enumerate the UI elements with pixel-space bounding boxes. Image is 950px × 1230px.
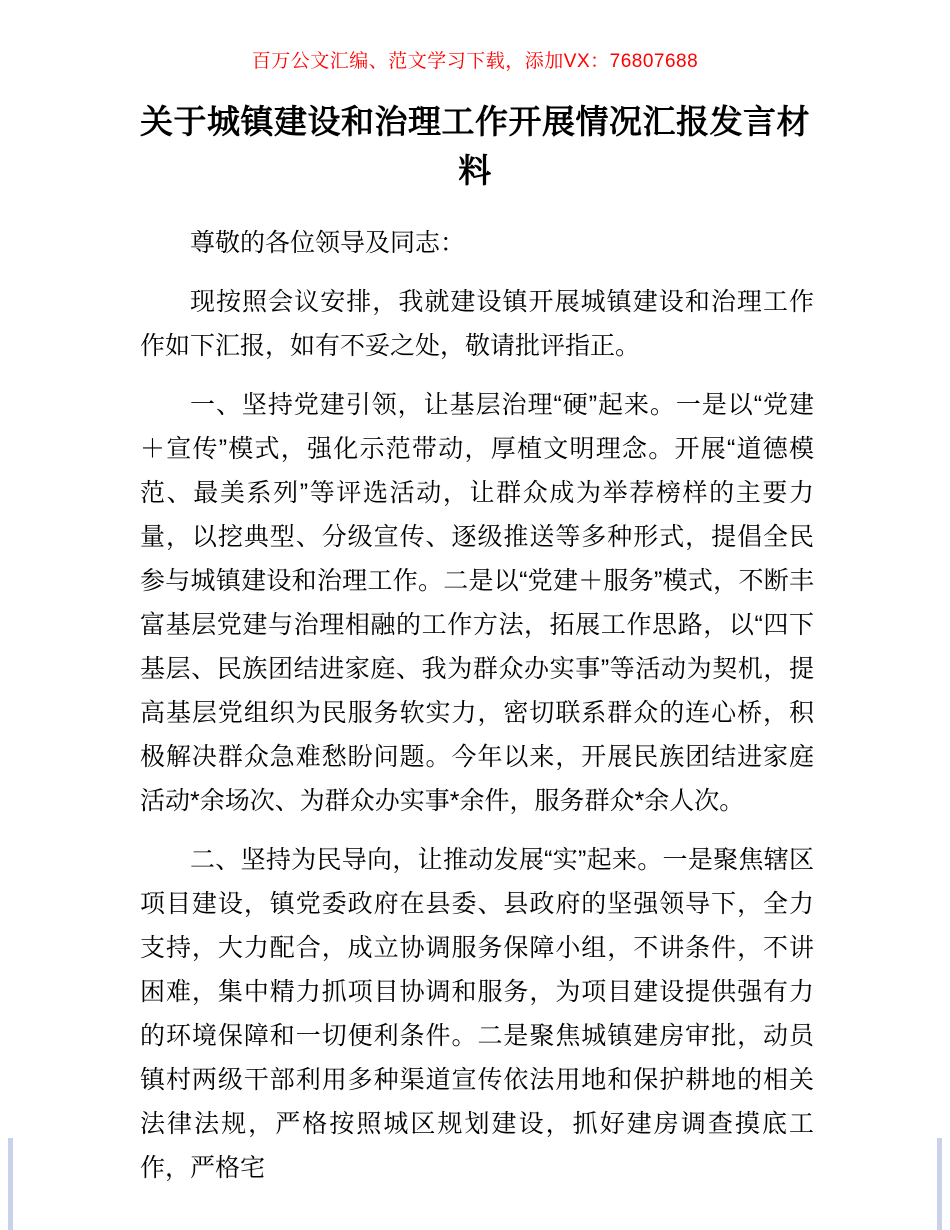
document-body	[0, 221, 950, 1190]
page-edge-right	[937, 1138, 942, 1230]
paragraph-section-1: 一、坚持党建引领，让基层治理“硬”起来。一是以“党建＋宣传”模式，强化示范带动，厚植文明理念。开展“道德模范、最美系列”等评选活动，让群众成为举荐榜样的主要力量，以挖典型、分级宣传、逐级推送等多种形式，提倡全民参与城镇建设和治理工作。二是以“党建＋服务”模式，不断丰富基层党建与治理相融的工作方法，拓展工作思路，以“四下基层、民族团结进家庭、我为群众办实事”等活动为契机，提高基层党组织为民服务软实力，密切联系群众的连心桥，积极解决群众急难愁盼问题。今年以来，开展民族团结进家庭活动*余场次、为群众办实事*余件，服务群众*余人次。	[140, 391, 814, 815]
paragraph-salutation: 尊敬的各位领导及同志：	[190, 229, 466, 257]
page-edge-left	[8, 1138, 13, 1230]
paragraph-intro: 现按照会议安排，我就建设镇开展城镇建设和治理工作作如下汇报，如有不妥之处，敬请批评指正。	[140, 288, 814, 360]
document-title: 关于城镇建设和治理工作开展情况汇报发言材料	[140, 103, 810, 189]
promo-notice: 百万公文汇编、范文学习下载，添加VX：76807688	[251, 51, 699, 72]
paragraph-section-2: 二、坚持为民导向，让推动发展“实”起来。一是聚焦辖区项目建设，镇党委政府在县委、县政府的坚强领导下，全力支持，大力配合，成立协调服务保障小组，不讲条件，不讲困难，集中精力抓项目协调和服务，为项目建设提供强有力的环境保障和一切便利条件。二是聚焦城镇建房审批，动员镇村两级干部利用多种渠道宣传依法用地和保护耕地的相关法律法规，严格按照城区规划建设，抓好建房调查摸底工作，严格宅	[140, 846, 814, 1182]
